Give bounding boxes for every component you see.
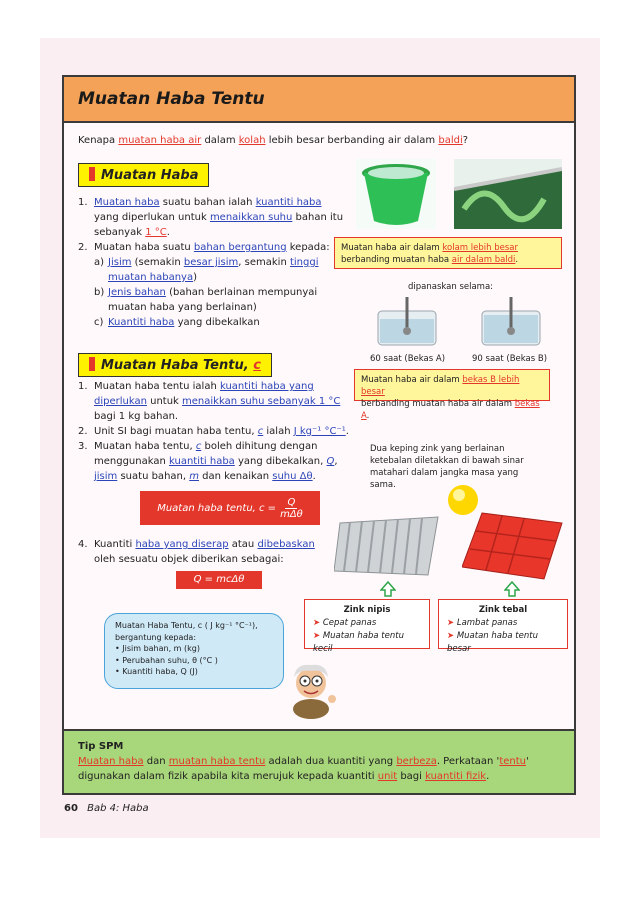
list-item — [447, 630, 559, 656]
pond-image — [454, 159, 562, 229]
text: Lambat panas — [456, 618, 518, 628]
text: Cepat panas — [322, 618, 377, 628]
page-footer — [64, 803, 149, 814]
heading-symbol: c — [253, 358, 261, 373]
item-text — [94, 537, 315, 567]
term: Q — [326, 456, 335, 467]
thick-zinc-image — [462, 509, 566, 581]
text: dan kenaikan — [198, 471, 273, 482]
formula-denominator: mΔθ — [280, 508, 303, 520]
page-title: Muatan Haba Tentu — [78, 89, 265, 109]
q-text: Kenapa — [78, 135, 119, 146]
text: bagi — [397, 771, 426, 782]
term: berbeza — [396, 756, 437, 767]
term: air dalam baldi — [451, 255, 516, 265]
list-item — [78, 439, 368, 484]
arrow-bullet-icon: ➤ — [447, 618, 457, 628]
list-item — [78, 195, 348, 240]
heading-muatan-haba-tentu — [78, 353, 272, 377]
formula-heat-quantity: Q = mcΔθ — [176, 571, 262, 589]
list-item: • Jisim bahan, m (kg) — [115, 644, 200, 653]
term: 1 °C — [145, 227, 167, 238]
text: dan — [143, 756, 169, 767]
text: yang dibekalkan, — [234, 456, 327, 467]
tip-spm-box — [64, 729, 574, 793]
note-beaker-comparison — [354, 369, 550, 421]
text: . — [166, 227, 170, 238]
term: kuantiti fizik — [425, 771, 487, 782]
text: Muatan haba tentu kecil — [313, 631, 404, 654]
heading-bar-icon — [89, 167, 95, 181]
list-subitem — [78, 285, 348, 315]
item-num: 1. — [78, 197, 88, 208]
text: . — [312, 471, 316, 482]
section1-list — [78, 195, 348, 330]
term: muatan haba tentu — [168, 756, 266, 767]
arrow-bullet-icon: ➤ — [313, 631, 323, 641]
list-subitem — [78, 315, 348, 330]
text: Perubahan suhu, θ (°C ) — [122, 655, 218, 665]
q-term: muatan haba air — [118, 135, 202, 146]
term: besar jisim — [183, 257, 239, 268]
term: tentu — [499, 756, 526, 767]
intro-question — [78, 133, 568, 148]
text: , — [334, 456, 338, 467]
term: Kuantiti haba — [108, 317, 175, 328]
item-num: 2. — [78, 242, 88, 253]
chapter-label: Bab 4: Haba — [87, 803, 149, 814]
page-number: 60 — [64, 803, 78, 814]
term: kolam lebih besar — [442, 243, 518, 253]
text: Kuantiti — [94, 539, 136, 550]
text: berbanding muatan haba air dalam — [361, 399, 515, 409]
term: bekas B lebih besar — [361, 375, 520, 397]
term: bahan bergantung — [193, 242, 287, 253]
text: Muatan haba air dalam — [361, 375, 463, 385]
beaker-a-caption: 60 saat (Bekas A) — [370, 354, 446, 364]
term: kuantiti haba — [255, 197, 322, 208]
cloud-note — [104, 613, 284, 689]
heading-muatan-haba — [78, 163, 209, 187]
list-item: • Kuantiti haba, Q (J) — [115, 667, 198, 676]
q-term: kolah — [238, 135, 266, 146]
term: Jenis bahan — [108, 287, 166, 298]
title-bar — [64, 77, 574, 123]
text: kepada: — [286, 242, 330, 253]
heated-label: dipanaskan selama: — [408, 282, 494, 292]
bucket-image — [356, 159, 436, 229]
zinc-intro: Dua keping zink yang berlainan ketebalan diletakkan di bawah sinar matahari dalam jangka masa yang sama. — [370, 444, 524, 490]
term: menaikkan suhu sebanyak 1 °C — [182, 396, 341, 407]
q-term: baldi — [438, 135, 463, 146]
formula-numerator: Q — [287, 496, 296, 508]
heading-bar-icon — [89, 357, 95, 371]
text: yang diperlukan untuk — [94, 212, 210, 223]
tip-heading: Tip SPM — [78, 741, 124, 752]
thick-zinc-title: Zink tebal — [478, 605, 528, 615]
term: menaikkan suhu — [209, 212, 293, 223]
text: Muatan haba suatu — [94, 242, 194, 253]
thin-zinc-title: Zink nipis — [343, 605, 391, 615]
term: muatan habanya — [108, 272, 194, 283]
item-text — [108, 285, 317, 315]
item-text — [108, 255, 319, 285]
sub-label: b) — [94, 287, 105, 298]
list-item — [313, 617, 421, 630]
cloud-line: Muatan Haba Tentu, c ( J kg⁻¹ °C⁻¹), — [115, 621, 258, 630]
text: suatu bahan, — [117, 471, 190, 482]
text: Jisim bahan, m (kg) — [122, 644, 200, 653]
cloud-line: bergantung kepada: — [115, 632, 197, 642]
beaker-a-image — [372, 297, 442, 349]
text: adalah dua kuantiti yang — [265, 756, 397, 767]
text: Muatan haba tentu besar — [447, 631, 538, 654]
item-num: 3. — [78, 441, 88, 452]
text: bagi 1 kg bahan. — [94, 411, 179, 422]
term: diperlukan — [94, 396, 147, 407]
item-text — [94, 439, 338, 484]
arrow-bullet-icon: ➤ — [313, 618, 323, 628]
item-num: 4. — [78, 539, 88, 550]
item-text — [94, 424, 349, 439]
beaker-b-caption: 90 saat (Bekas B) — [472, 354, 548, 364]
note-pond-vs-bucket — [334, 237, 562, 269]
text: . — [345, 426, 349, 437]
list-item — [313, 630, 421, 656]
item-num: 2. — [78, 426, 88, 437]
text: yang dibekalkan — [174, 317, 260, 328]
text: bahan itu — [292, 212, 344, 223]
sub-label: a) — [94, 257, 105, 268]
formula-fraction — [280, 497, 303, 520]
term: Muatan haba — [94, 197, 160, 208]
item-text — [94, 195, 343, 240]
tip-text — [78, 739, 564, 784]
thin-zinc-image — [334, 515, 444, 579]
text: digunakan dalam fizik apabila kita merujuk kepada kuantiti — [78, 771, 378, 782]
q-text: dalam — [201, 135, 239, 146]
item-text — [94, 240, 330, 255]
term: kuantiti haba — [169, 456, 235, 467]
heading-text: Muatan Haba Tentu, — [101, 358, 254, 373]
text: . — [366, 411, 370, 421]
text: atau — [228, 539, 258, 550]
list-subitem — [78, 255, 348, 285]
text: Muatan haba air dalam — [341, 243, 443, 253]
text: Muatan haba tentu ialah — [94, 381, 220, 392]
section2-item4 — [78, 537, 368, 567]
arrow-up-icon — [504, 581, 520, 597]
term: Muatan haba — [78, 756, 144, 767]
text: . Perkataan ' — [436, 756, 500, 767]
text: sebanyak — [94, 227, 146, 238]
q-text: ? — [462, 135, 469, 146]
item-num: 1. — [78, 381, 88, 392]
professor-mascot-icon — [282, 659, 340, 719]
term: jisim — [94, 471, 118, 482]
text: oleh sesuatu objek diberikan sebagai: — [94, 554, 284, 565]
text: (semakin — [131, 257, 184, 268]
text: Kuantiti haba, Q (J) — [122, 667, 198, 676]
list-item — [447, 617, 559, 630]
arrow-up-icon — [380, 581, 396, 597]
thin-zinc-box — [304, 599, 430, 654]
text: . — [486, 771, 490, 782]
text: , semakin — [238, 257, 290, 268]
term: haba yang diserap — [135, 539, 229, 550]
section2-list — [78, 379, 368, 484]
term: J kg⁻¹ °C⁻¹ — [293, 426, 346, 437]
list-item: • Perubahan suhu, θ (°C ) — [115, 655, 218, 665]
term: dibebaskan — [257, 539, 315, 550]
thick-zinc-box — [438, 599, 568, 654]
formula-specific-heat — [140, 491, 320, 525]
term: bekas A — [361, 399, 540, 421]
text: muatan haba yang berlainan) — [108, 302, 257, 313]
text: menggunakan — [94, 456, 169, 467]
content-frame — [62, 75, 576, 795]
term: m — [189, 471, 199, 482]
formula-left: Muatan haba tentu, c = — [157, 502, 277, 514]
text: ' — [525, 756, 529, 767]
text: ) — [193, 272, 198, 283]
term: c — [257, 426, 264, 437]
text: ialah — [263, 426, 294, 437]
list-item — [78, 379, 368, 424]
text: untuk — [146, 396, 183, 407]
text: Unit SI bagi muatan haba tentu, — [94, 426, 258, 437]
text: . — [515, 255, 519, 265]
list-item — [78, 424, 368, 439]
text: berbanding muatan haba — [341, 255, 452, 265]
term: kuantiti haba yang — [219, 381, 314, 392]
item-text — [108, 315, 260, 330]
term: tinggi — [289, 257, 319, 268]
heading-text: Muatan Haba — [101, 168, 199, 183]
term: suhu Δθ — [272, 471, 313, 482]
q-text: lebih besar berbanding air dalam — [265, 135, 439, 146]
text: (bahan berlainan mempunyai — [165, 287, 318, 298]
list-item — [78, 537, 368, 567]
sub-label: c) — [94, 317, 104, 328]
term: c — [195, 441, 202, 452]
term: unit — [377, 771, 398, 782]
arrow-bullet-icon: ➤ — [447, 631, 457, 641]
list-item — [78, 240, 348, 255]
text: Muatan haba tentu, — [94, 441, 196, 452]
item-text — [94, 379, 340, 424]
term: Jisim — [108, 257, 132, 268]
text: suatu bahan ialah — [159, 197, 256, 208]
beaker-b-image — [476, 297, 546, 349]
text: boleh dihitung dengan — [201, 441, 318, 452]
